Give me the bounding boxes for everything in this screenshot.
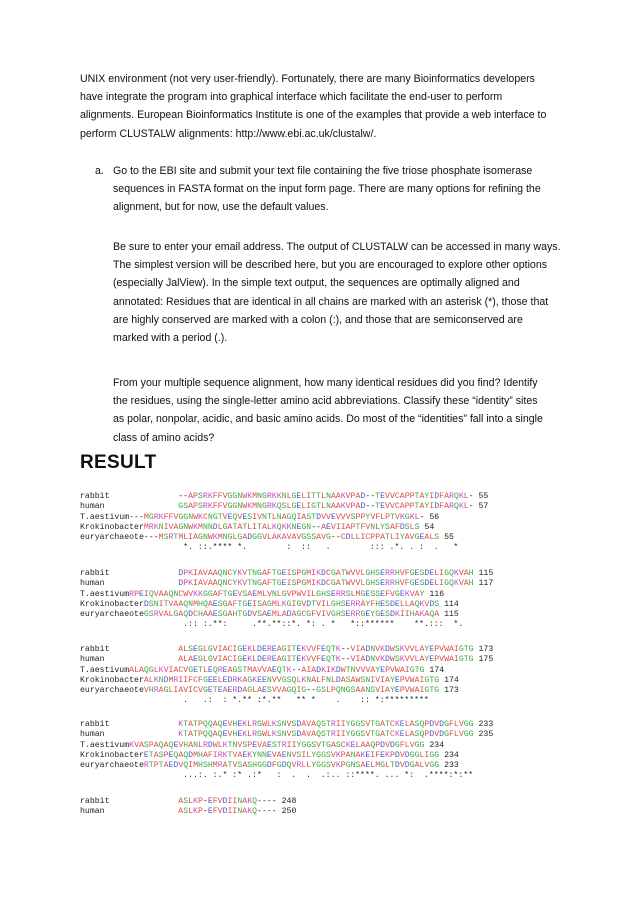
email-line: marked with a period (.). (113, 332, 228, 345)
alignment-row: rabbit ASLKP-EFVDIINAKQ---- 248 (80, 797, 297, 806)
alignment-row: human GSAPSRKFFVGGNWKMNGRKQSLGELIGTLNAAKVPAD--TEVVCAPPTAYIDFARQKL- 57 (80, 502, 489, 512)
alignment-block (80, 797, 296, 818)
alignment-row: KrokinobacterETASPEQAQDMHAFIRKTVAEKYNNEVAENVSILYGGSVKPANAKEIFEKPDVDGGLIGG 234 (80, 750, 459, 760)
alignment-row: ...:. :.* :* .:* : . . .:.. ::****. ... *: .****:*:** (80, 771, 474, 781)
alignment-row: euryarchaeoteVHRAGLIAVICVGETEAERDAGLAESVVAGQIG--GSLPQNGSAANSVIAYEPVWAIGTG 173 (80, 686, 459, 695)
alignment-row: human DPKIAVAAQNCYKVTNGAFTGEISPGMIKDCGATWVVLGHSERRHVFGESDELIGQKVAH 117 (80, 579, 494, 589)
email-line: Be sure to enter your email address. The output of CLUSTALW can be accessed in many ways. (113, 241, 561, 253)
item-a-line: Go to the EBI site and submit your text file containing the five triose phosphate isomerase (113, 165, 533, 177)
email-paragraph (113, 238, 565, 347)
email-line: (especially JalView). In the simple text output, the sequences are optimally aligned and (113, 277, 520, 290)
question-line: class of amino acids? (113, 431, 215, 444)
alignment-block (80, 569, 493, 631)
question-line: From your multiple sequence alignment, how many identical residues did you find? Identify (113, 377, 538, 389)
alignment-row: rabbit KTATPQQAQEVHEKLRGWLKSNVSDAVAQSTRIIYGGSVTGATCKELASQPDVDGFLVGG 233 (80, 720, 494, 729)
alignment-row: euryarchaeoteRTPTAEDVQIMHSHMRATVSASHGGDFGDQVRLLYGGSVKPGNSAELMGLTDVDGALVGG 233 (80, 761, 459, 770)
item-a-label: a. (95, 165, 104, 177)
email-line: annotated: Residues that are identical in all chains are marked with an asterisk (*), those that (113, 295, 549, 308)
intro-line: have integrate the program into graphical interface which facilitate the end-user to perform (80, 91, 503, 104)
alignment-row: KrokinobacterALKNDMRIIFCFGEELEDRKAGKEENVVGSQLKNALFNLDASAWSNIVIAYEPVWAIGTG 174 (80, 675, 459, 685)
alignment-block (80, 492, 488, 554)
alignment-row: rabbit ALSEGLGVIACIGEKLDEREAGITEKVVFEQTK--VIADNVKDWSKVVLAYEPVWAIGTG 173 (80, 645, 494, 654)
alignment-row: rabbit DPKIAVAAQNCYKVTNGAFTGEISPGMIKDCGATWVVLGHSERRHVFGESDELIGQKVAH 115 (80, 569, 494, 578)
item-a-line: alignment, but for now, use the default values. (113, 201, 329, 214)
alignment-row: human ALAEGLGVIACIGEKLDEREAGITEKVVFEQTK--VIADNVKDWSKVVLAYEPVWAIGTG 175 (80, 655, 494, 665)
alignment-row: euryarchaeoteGSRVALGAQDCHAAESGAHTGDVSAEMLADAGCGFVIVGHSERRGEYGESDKIIHAKAQA 115 (80, 610, 459, 619)
alignment-row: KrokinobacterDSNITVAAQNMHQAESGAFTGEISAGMLKGIGVDTVILGHSERRAYFHESDELLAQKVDS 114 (80, 599, 459, 609)
item-a-paragraph (113, 162, 565, 217)
alignment-row: T.aestivum---MGRKFFVGGNWKCNGTVEQVESIVNTLNAGQIASTDVVEVVVSPPYVFLPTVKGKL- 56 (80, 512, 440, 522)
alignment-row: human KTATPQQAQEVHEKLRGWLKSNVSDAVAQSTRIIYGGSVTGATCKELASQPDVDGFLVGG 235 (80, 730, 494, 740)
alignment-row: *. ::.**** *. : :: . ::: .*. . : . * (80, 543, 459, 553)
question-line: the residues, using the single-letter amino acid abbreviations. Classify these “identity” sites (113, 395, 538, 408)
alignment-row: euryarchaeote---MSRTMLIAGNWKMNGLGADGGVLAKAVAVGSSAVG--CDLLICPPATLIYAVGEALS 55 (80, 533, 454, 542)
item-a-line: sequences in FASTA format on the input form page. There are many options for refining the (113, 183, 541, 196)
question-paragraph (113, 374, 565, 447)
intro-line: UNIX environment (not very user-friendly). Fortunately, there are many Bioinformatics developers (80, 73, 535, 85)
email-line: are highly conserved are marked with a colon (:), and those that are semiconserved are (113, 313, 523, 326)
email-line: The simplest version will be described here, but you are encouraged to explore other options (113, 259, 548, 272)
alignment-row: .:: :.**: .**.**::*. *: . * *::****** **.::: *. (80, 620, 464, 630)
alignment-row: . .: : *.** :*.** ** * . :: *:********* (80, 696, 429, 706)
alignment-row: KrokinobacterMRKNIVAGNWKMNNDLGATATLITALKQKKNEGN--AEVIIAPTFVNLYSAFDSLS 54 (80, 522, 435, 532)
alignment-block (80, 720, 493, 782)
intro-line: alignments. European Bioinformatics Institute is one of the examples that provide a web interface to (80, 109, 547, 122)
alignment-row: human ASLKP-EFVDIINAKQ---- 250 (80, 807, 297, 817)
alignment-row: T.aestivumRPEIQVAAQNCWVKKGGAFTGEVSAEMLVNLGVPWVILGHSERRSLMGESSEFVGEKVAY 116 (80, 589, 445, 599)
intro-paragraph (80, 70, 566, 143)
alignment-row: T.aestivumKVASPAQAQEVHANLRDWLKTNVSPEVAESTRIIYGGSVTGASCKELAAQPDVDGFLVGG 234 (80, 740, 445, 750)
alignment-row: T.aestivumALAQGLKVIACVGETLEQREAGSTMAVVAEQTK--AIADKIKDWTNVVVAYEPVWAIGTG 174 (80, 665, 445, 675)
alignment-block (80, 645, 493, 707)
alignment-row: rabbit --APSRKFFVGGNWKMNGRKKNLGELITTLNAAKVPAD--TEVVCAPPTAYIDFARQKL- 55 (80, 492, 489, 501)
result-heading: RESULT (80, 452, 157, 473)
question-line: as polar, nonpolar, acidic, and basic amino acids. Do most of the “identities” fall into a single (113, 413, 543, 426)
intro-line: perform CLUSTALW alignments: http://www.ebi.ac.uk/clustalw/. (80, 127, 377, 140)
